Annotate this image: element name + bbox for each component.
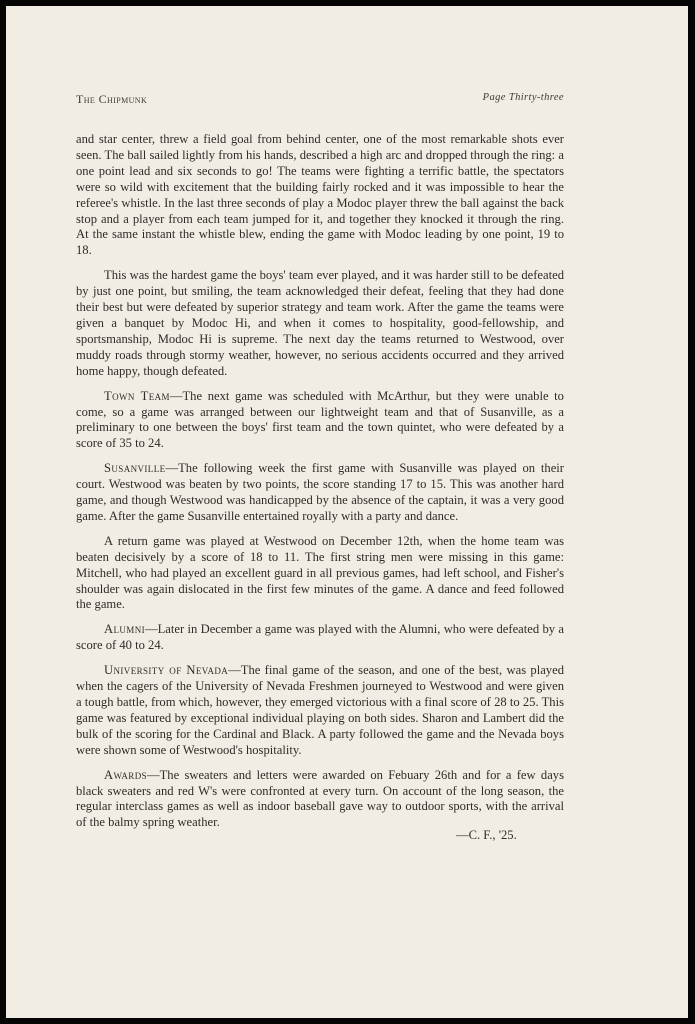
paragraph-text: —The final game of the season, and one of the best, was played when the cagers of the University of Nevada Freshmen journeyed to Westwood and were given a tough battle, from which, however, they emerged victorious with a final score of 28 to 25. This game was featured by exceptional individual playing on both sides. Sharon and Lambert did the bulk of the scoring for the Cardinal and Black. A party followed the game and the Nevada boys were shown some of Westwood's hospitality. bbox=[76, 663, 564, 757]
article-body bbox=[76, 132, 564, 840]
section-lead: University of Nevada bbox=[104, 663, 229, 678]
paragraph-text: —The next game was scheduled with McArthur, but they were unable to come, so a game was arranged between our lightweight team and that of Susanville, as a preliminary to one between the boys' first team and the town quintet, who were defeated by a score of 35 to 24. bbox=[76, 388, 564, 451]
paragraph bbox=[76, 268, 564, 379]
paragraph-text: A return game was played at Westwood on December 12th, when the home team was beaten decisively by a score of 18 to 11. The first string men were missing in this game: Mitchell, who had played an excellent guard in all previous games, had left school, and Fisher's shoulder was again dislocated in the first few minutes of the game. A dance and feed followed the game. bbox=[76, 533, 564, 612]
publication-title: The Chipmunk bbox=[76, 92, 148, 106]
paragraph bbox=[76, 663, 564, 758]
paragraph-text: This was the hardest game the boys' team ever played, and it was harder still to be defeated by just one point, but smiling, the team acknowledged their defeat, feeling that they had done their best but were defeated by superior strategy and team work. After the game the teams were given a banquet by Modoc Hi, and when it comes to hospitality, good-fellowship, and sportsmanship, Modoc Hi is supreme. The next day the teams returned to Westwood, over muddy roads through stormy weather, however, no serious accidents occurred and they arrived home happy, though defeated. bbox=[76, 268, 564, 378]
paragraph bbox=[76, 622, 564, 654]
paragraph-text: —The sweaters and letters were awarded on Febuary 26th and for a few days black sweaters and red W's were confronted at every turn. On account of the long season, the regular interclass games as well as indoor baseball gave way to outdoor sports, with the arrival of the balmy spring weather. bbox=[76, 767, 564, 830]
section-lead: Town Team bbox=[104, 388, 170, 403]
paragraph bbox=[76, 534, 564, 614]
paragraph bbox=[76, 132, 564, 259]
paragraph-text: —The following week the first game with Susanville was played on their court. Westwood was beaten by two points, the score standing 17 to 15. This was another hard game, and though Westwood was handicapped by the absence of the captain, it was a very good game. After the game Susanville entertained royally with a party and dance. bbox=[76, 461, 564, 523]
page-sheet bbox=[6, 6, 688, 1018]
section-lead: Alumni bbox=[104, 622, 145, 637]
paragraph-text: and star center, threw a field goal from behind center, one of the most remarkable shots ever seen. The ball sailed lightly from his hands, described a high arc and dropped through the ring: a one point lead and six seconds to go! The teams were fighting a terrific battle, the spectators were so wild with excitement that the building fairly rocked and it was impossible to hear the referee's whistle. In the last three seconds of play a Modoc player threw the ball against the back stop and a player from each team jumped for it, and together they knocked it through the ring. At the same instant the whistle blew, ending the game with Modoc leading by one point, 19 to 18. bbox=[76, 132, 564, 258]
running-header bbox=[76, 92, 564, 107]
paragraph-text: —Later in December a game was played with the Alumni, who were defeated by a score of 40 to 24. bbox=[76, 622, 564, 653]
page-number-label: Page Thirty-three bbox=[482, 92, 564, 103]
paragraph bbox=[76, 461, 564, 525]
author-signature: —C. F., '25. bbox=[456, 828, 517, 842]
section-lead: Susanville bbox=[104, 461, 166, 476]
paragraph bbox=[76, 389, 564, 453]
section-lead: Awards bbox=[104, 767, 147, 782]
paragraph bbox=[76, 768, 564, 832]
